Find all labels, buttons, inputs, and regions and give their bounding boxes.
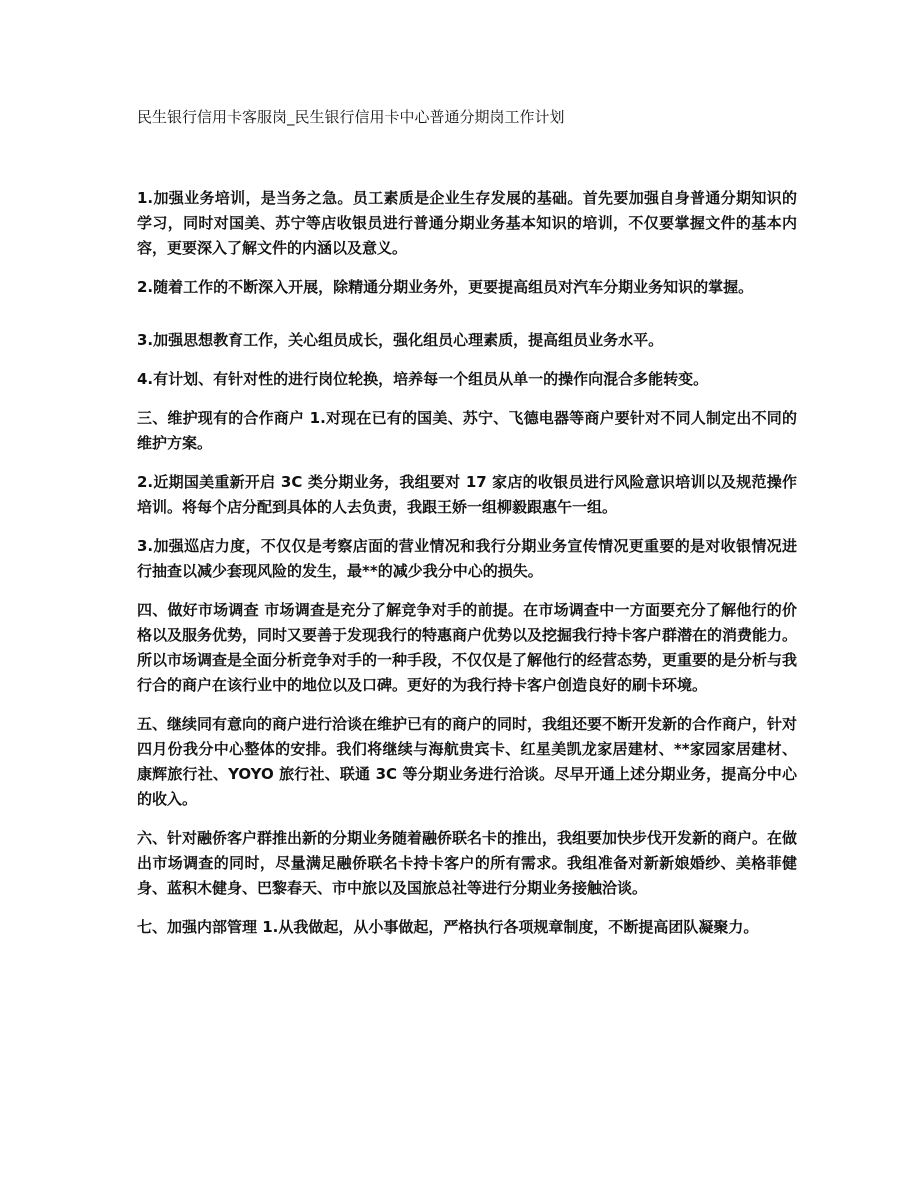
document-title: 民生银行信用卡客服岗_民生银行信用卡中心普通分期岗工作计划 xyxy=(137,108,565,126)
paragraph-internal-management: 七、加强内部管理 1.从我做起，从小事做起，严格执行各项规章制度，不断提高团队凝聚力。 xyxy=(137,918,759,936)
paragraph-ideological-education: 3.加强思想教育工作，关心组员成长，强化组员心理素质，提高组员业务水平。 xyxy=(137,331,664,349)
paragraph-job-rotation: 4.有计划、有针对性的进行岗位轮换，培养每一个组员从单一的操作向混合多能转变。 xyxy=(137,370,709,388)
paragraph-store-inspection: 3.加强巡店力度，不仅仅是考察店面的营业情况和我行分期业务宣传情况更重要的是对收银情况进行抽查以减少套现风险的发生，最**的减少我分中心的损失。 xyxy=(137,537,797,580)
paragraph-gome-3c-installment: 2.近期国美重新开启 3C 类分期业务，我组要对 17 家店的收银员进行风险意识培训以及规范操作培训。将每个店分配到具体的人去负责，我跟王娇一组柳毅跟惠午一组。 xyxy=(137,473,797,516)
paragraph-training: 1.加强业务培训，是当务之急。员工素质是企业生存发展的基础。首先要加强自身普通分期知识的学习，同时对国美、苏宁等店收银员进行普通分期业务基本知识的培训，不仅要掌握文件的基本内容，更要深入了解文件的内涵以及意义。 xyxy=(137,189,797,257)
paragraph-market-research: 四、做好市场调查 市场调查是充分了解竞争对手的前提。在市场调查中一方面要充分了解他行的价格以及服务优势，同时又要善于发现我行的特惠商户优势以及挖掘我行持卡客户群潜在的消费能力。所以市场调查是全面分析竞争对手的一种手段，不仅仅是了解他行的经营态势，更重要的是分析与我行合的商户在该行业中的地位以及口碑。更好的为我行持卡客户创造良好的刷卡环境。 xyxy=(137,601,798,694)
document-body xyxy=(137,186,797,954)
paragraph-merchant-negotiation: 五、继续同有意向的商户进行洽谈在维护已有的商户的同时，我组还要不断开发新的合作商户，针对四月份我分中心整体的安排。我们将继续与海航贵宾卡、红星美凯龙家居建材、**家园家居建材、康辉旅行社、YOYO 旅行社、联通 3C 等分期业务进行洽谈。尽早开通上述分期业务，提高分中心的收入。 xyxy=(137,715,798,808)
paragraph-maintain-merchants: 三、维护现有的合作商户 1.对现在已有的国美、苏宁、飞德电器等商户要针对不同人制定出不同的维护方案。 xyxy=(137,409,797,452)
paragraph-auto-loan-knowledge: 2.随着工作的不断深入开展，除精通分期业务外，更要提高组员对汽车分期业务知识的掌握。 xyxy=(137,278,754,296)
paragraph-rongqiao-customers: 六、针对融侨客户群推出新的分期业务随着融侨联名卡的推出，我组要加快步伐开发新的商户。在做出市场调查的同时，尽量满足融侨联名卡持卡客户的所有需求。我组准备对新新娘婚纱、美格菲健身、蓝积木健身、巴黎春天、市中旅以及国旅总社等进行分期业务接触洽谈。 xyxy=(137,829,798,897)
